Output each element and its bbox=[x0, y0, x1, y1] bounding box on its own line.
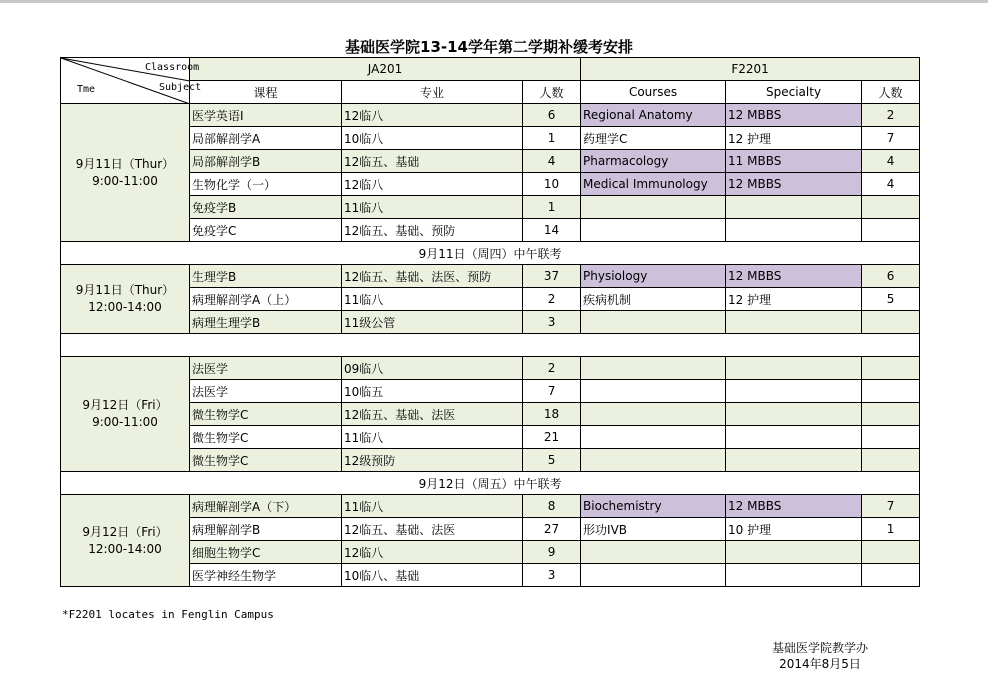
ja201-major: 10临八 bbox=[342, 127, 523, 150]
f2201-specialty bbox=[726, 380, 862, 403]
ja201-major: 12临五、基础、预防 bbox=[342, 219, 523, 242]
table-row bbox=[61, 403, 920, 426]
f2201-course bbox=[581, 403, 726, 426]
ja201-count: 4 bbox=[523, 150, 581, 173]
f2201-specialty: 12 MBBS bbox=[726, 495, 862, 518]
ja201-course: 病理解剖学A（上） bbox=[190, 288, 342, 311]
f2201-course: 药理学C bbox=[581, 127, 726, 150]
f2201-count: 4 bbox=[862, 173, 920, 196]
room-f2201-header: F2201 bbox=[581, 58, 920, 81]
ja201-major: 12临八 bbox=[342, 104, 523, 127]
signed-date: 2014年8月5日 bbox=[779, 657, 861, 671]
exam-time: 12:00-14:00 bbox=[88, 541, 162, 556]
ja201-course: 微生物学C bbox=[190, 403, 342, 426]
ja201-major: 12临五、基础、法医 bbox=[342, 518, 523, 541]
f2201-count bbox=[862, 564, 920, 587]
ja201-course: 免疫学C bbox=[190, 219, 342, 242]
f2201-specialty bbox=[726, 196, 862, 219]
ja201-count: 14 bbox=[523, 219, 581, 242]
ja201-count: 1 bbox=[523, 127, 581, 150]
ja201-count: 18 bbox=[523, 403, 581, 426]
ja201-course: 生理学B bbox=[190, 265, 342, 288]
col-count-a: 人数 bbox=[523, 81, 581, 104]
noon-exam-row bbox=[61, 472, 920, 495]
f2201-count bbox=[862, 541, 920, 564]
f2201-specialty bbox=[726, 219, 862, 242]
col-course-a: 课程 bbox=[190, 81, 342, 104]
f2201-specialty bbox=[726, 357, 862, 380]
f2201-count bbox=[862, 380, 920, 403]
f2201-count bbox=[862, 403, 920, 426]
ja201-major: 10临八、基础 bbox=[342, 564, 523, 587]
ja201-major: 11临八 bbox=[342, 495, 523, 518]
f2201-course: Biochemistry bbox=[581, 495, 726, 518]
table-row bbox=[61, 541, 920, 564]
ja201-count: 21 bbox=[523, 426, 581, 449]
table-row bbox=[61, 564, 920, 587]
f2201-specialty bbox=[726, 449, 862, 472]
time-slot-cell bbox=[61, 265, 190, 334]
f2201-count bbox=[862, 357, 920, 380]
time-slot-cell bbox=[61, 495, 190, 587]
time-label: Tme bbox=[77, 84, 96, 95]
noon-exam-row bbox=[61, 242, 920, 265]
ja201-course: 局部解剖学B bbox=[190, 150, 342, 173]
ja201-major: 12临八 bbox=[342, 173, 523, 196]
ja201-course: 生物化学（一） bbox=[190, 173, 342, 196]
f2201-count: 7 bbox=[862, 127, 920, 150]
classroom-label: Classroom bbox=[145, 62, 200, 73]
f2201-course bbox=[581, 311, 726, 334]
ja201-count: 2 bbox=[523, 288, 581, 311]
f2201-course bbox=[581, 564, 726, 587]
col-count-b: 人数 bbox=[862, 81, 920, 104]
table-row bbox=[61, 104, 920, 127]
ja201-course: 医学英语I bbox=[190, 104, 342, 127]
ja201-major: 12级预防 bbox=[342, 449, 523, 472]
f2201-course: Regional Anatomy bbox=[581, 104, 726, 127]
ja201-count: 37 bbox=[523, 265, 581, 288]
table-row bbox=[61, 449, 920, 472]
f2201-specialty bbox=[726, 564, 862, 587]
exam-date: 9月11日（Thur） bbox=[75, 156, 175, 171]
ja201-course: 病理解剖学B bbox=[190, 518, 342, 541]
ja201-count: 2 bbox=[523, 357, 581, 380]
ja201-major: 11临八 bbox=[342, 196, 523, 219]
f2201-count bbox=[862, 311, 920, 334]
f2201-course: Physiology bbox=[581, 265, 726, 288]
f2201-specialty bbox=[726, 426, 862, 449]
ja201-course: 法医学 bbox=[190, 380, 342, 403]
f2201-count bbox=[862, 426, 920, 449]
f2201-course bbox=[581, 196, 726, 219]
ja201-course: 病理生理学B bbox=[190, 311, 342, 334]
f2201-count: 1 bbox=[862, 518, 920, 541]
ja201-course: 局部解剖学A bbox=[190, 127, 342, 150]
f2201-specialty: 12 护理 bbox=[726, 127, 862, 150]
f2201-course: 形功IVB bbox=[581, 518, 726, 541]
ja201-count: 3 bbox=[523, 311, 581, 334]
f2201-specialty: 12 MBBS bbox=[726, 265, 862, 288]
footnote: *F2201 locates in Fenglin Campus bbox=[62, 608, 274, 621]
table-row bbox=[61, 288, 920, 311]
time-slot-cell bbox=[61, 104, 190, 242]
f2201-specialty: 12 MBBS bbox=[726, 173, 862, 196]
ja201-major: 09临八 bbox=[342, 357, 523, 380]
f2201-course: Pharmacology bbox=[581, 150, 726, 173]
f2201-course bbox=[581, 357, 726, 380]
f2201-specialty: 10 护理 bbox=[726, 518, 862, 541]
table-row bbox=[61, 196, 920, 219]
ja201-count: 6 bbox=[523, 104, 581, 127]
f2201-count bbox=[862, 219, 920, 242]
col-course-b: Courses bbox=[581, 81, 726, 104]
ja201-count: 27 bbox=[523, 518, 581, 541]
ja201-count: 7 bbox=[523, 380, 581, 403]
ja201-major: 10临五 bbox=[342, 380, 523, 403]
ja201-major: 11临八 bbox=[342, 288, 523, 311]
f2201-course: 疾病机制 bbox=[581, 288, 726, 311]
ja201-count: 8 bbox=[523, 495, 581, 518]
exam-time: 12:00-14:00 bbox=[88, 300, 162, 314]
noon-exam-label: 9月12日（周五）中午联考 bbox=[61, 472, 920, 495]
ja201-course: 法医学 bbox=[190, 357, 342, 380]
page-title: 基础医学院13-14学年第二学期补缓考安排 bbox=[345, 38, 633, 56]
room-ja201-header: JA201 bbox=[190, 58, 581, 81]
f2201-specialty: 12 护理 bbox=[726, 288, 862, 311]
time-slot-cell bbox=[61, 357, 190, 472]
exam-time: 9:00-11:00 bbox=[92, 415, 158, 429]
exam-date: 9月12日（Fri） bbox=[82, 398, 168, 412]
ja201-course: 病理解剖学A（下） bbox=[190, 495, 342, 518]
ja201-major: 11临八 bbox=[342, 426, 523, 449]
spacer-cell bbox=[61, 334, 920, 357]
signature-block bbox=[760, 640, 880, 672]
f2201-specialty: 12 MBBS bbox=[726, 104, 862, 127]
exam-time: 9:00-11:00 bbox=[92, 173, 158, 188]
f2201-specialty bbox=[726, 541, 862, 564]
f2201-count: 2 bbox=[862, 104, 920, 127]
f2201-count bbox=[862, 196, 920, 219]
ja201-course: 微生物学C bbox=[190, 426, 342, 449]
ja201-major: 11级公管 bbox=[342, 311, 523, 334]
ja201-course: 免疫学B bbox=[190, 196, 342, 219]
f2201-course bbox=[581, 426, 726, 449]
f2201-course bbox=[581, 449, 726, 472]
ja201-major: 12临五、基础 bbox=[342, 150, 523, 173]
f2201-count: 6 bbox=[862, 265, 920, 288]
subject-label: Subject bbox=[159, 82, 202, 93]
ja201-course: 微生物学C bbox=[190, 449, 342, 472]
col-major-a: 专业 bbox=[342, 81, 523, 104]
ja201-course: 细胞生物学C bbox=[190, 541, 342, 564]
f2201-count: 4 bbox=[862, 150, 920, 173]
table-row bbox=[61, 357, 920, 380]
f2201-course: Medical Immunology bbox=[581, 173, 726, 196]
exam-date: 9月11日（Thur） bbox=[75, 283, 175, 297]
corner-header-cell bbox=[61, 58, 202, 104]
table-row bbox=[61, 265, 920, 288]
table-row bbox=[61, 495, 920, 518]
table-row bbox=[61, 380, 920, 403]
header-row-rooms bbox=[61, 58, 920, 81]
exam-date: 9月12日（Fri） bbox=[82, 524, 168, 539]
table-row bbox=[61, 150, 920, 173]
ja201-count: 1 bbox=[523, 196, 581, 219]
ja201-count: 5 bbox=[523, 449, 581, 472]
ja201-count: 10 bbox=[523, 173, 581, 196]
exam-schedule-table bbox=[60, 57, 920, 587]
f2201-course bbox=[581, 541, 726, 564]
f2201-count bbox=[862, 449, 920, 472]
ja201-course: 医学神经生物学 bbox=[190, 564, 342, 587]
ja201-major: 12临五、基础、法医、预防 bbox=[342, 265, 523, 288]
ja201-count: 9 bbox=[523, 541, 581, 564]
f2201-specialty bbox=[726, 403, 862, 426]
table-row bbox=[61, 311, 920, 334]
ja201-major: 12临八 bbox=[342, 541, 523, 564]
f2201-course bbox=[581, 219, 726, 242]
f2201-count: 7 bbox=[862, 495, 920, 518]
col-specialty-b: Specialty bbox=[726, 81, 862, 104]
noon-exam-label: 9月11日（周四）中午联考 bbox=[61, 242, 920, 265]
ja201-count: 3 bbox=[523, 564, 581, 587]
table-row bbox=[61, 426, 920, 449]
spacer-row bbox=[61, 334, 920, 357]
f2201-course bbox=[581, 380, 726, 403]
f2201-count: 5 bbox=[862, 288, 920, 311]
ja201-major: 12临五、基础、法医 bbox=[342, 403, 523, 426]
f2201-specialty: 11 MBBS bbox=[726, 150, 862, 173]
f2201-specialty bbox=[726, 311, 862, 334]
table-row bbox=[61, 127, 920, 150]
office-name: 基础医学院教学办 bbox=[771, 641, 868, 655]
top-border bbox=[0, 0, 988, 3]
table-row bbox=[61, 219, 920, 242]
table-row bbox=[61, 518, 920, 541]
table-row bbox=[61, 173, 920, 196]
